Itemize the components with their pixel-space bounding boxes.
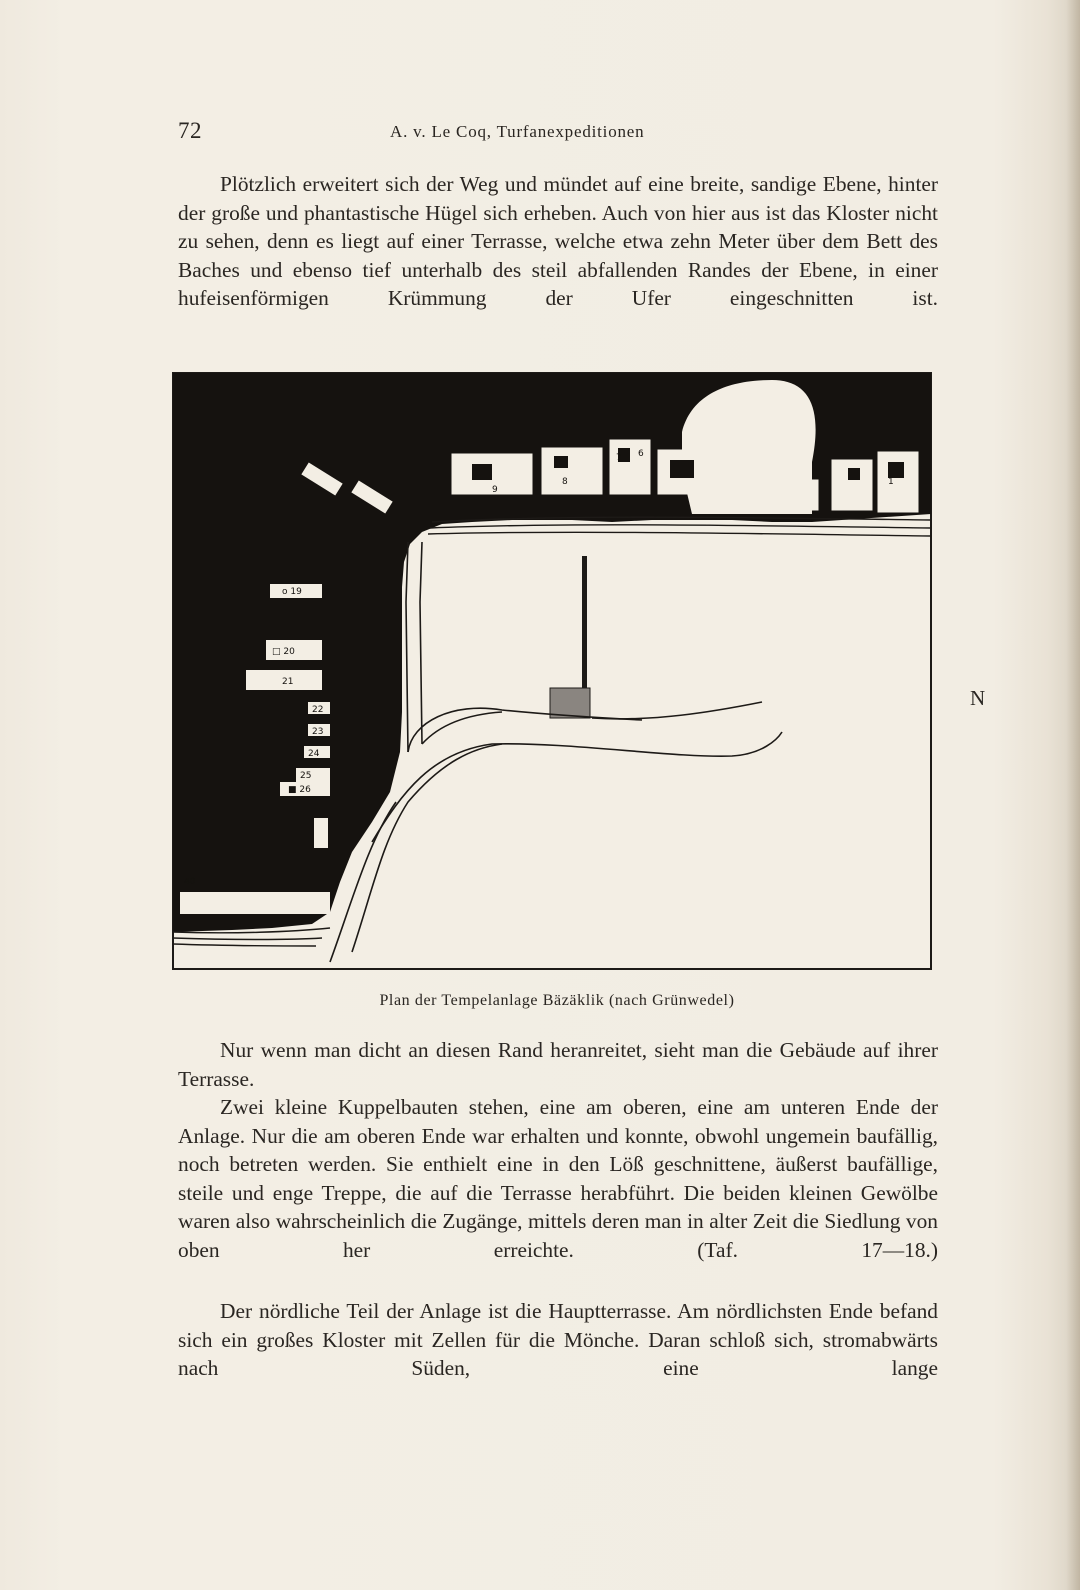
hatched-block xyxy=(550,688,590,718)
temple-plan-figure xyxy=(172,372,942,984)
svg-text:9: 9 xyxy=(492,485,498,495)
svg-text:21: 21 xyxy=(282,677,294,687)
paragraph-1: Plötzlich erweitert sich der Weg und mündet auf eine breite, sandige Ebene, hinter der große und phantastische Hügel sich erheben. Auch von hier aus ist das Kloster nicht zu sehen, denn es liegt auf einer Terrasse, welche etwa zehn Meter über dem Bett des Baches und ebenso tief unterhalb des steil abfallenden Randes der Ebene, in einer hufeisenförmigen Krümmung der Ufer eingeschnitten ist. xyxy=(178,172,938,311)
paragraph-4: Der nördliche Teil der Anlage ist die Hauptterrasse. Am nördlichsten Ende befand sich ein großes Kloster mit Zellen für die Mönche. Daran schloß sich, stromabwärts nach Süden, eine lange xyxy=(178,1299,938,1381)
svg-text:o 19: o 19 xyxy=(282,587,302,597)
temple-plan-map xyxy=(172,372,942,984)
svg-text:1: 1 xyxy=(888,477,894,487)
paragraph-3: Zwei kleine Kuppelbauten stehen, eine am oberen, eine am unteren Ende der Anlage. Nur die am oberen Ende war erhalten und konnte, obwohl ungemein baufällig, noch betreten werden. Sie enthielt eine in den Löß geschnittene, äußerst baufällige, steile und enge Treppe, die auf die Terrasse herabführt. Die beiden kleinen Gewölbe waren also wahrscheinlich die Zugänge, mittels deren man in alter Zeit die Siedlung von oben her erreichte. (Taf. 17—18.) xyxy=(178,1095,938,1262)
svg-text:□ 20: □ 20 xyxy=(272,647,295,657)
svg-text:25: 25 xyxy=(300,771,312,781)
svg-text:6: 6 xyxy=(638,449,644,459)
svg-text:■ 26: ■ 26 xyxy=(288,785,311,795)
page-edge-shadow xyxy=(1066,0,1080,1590)
svg-text:23: 23 xyxy=(312,727,324,737)
margin-letter: N xyxy=(970,686,986,710)
running-head: A. v. Le Coq, Turfanexpeditionen xyxy=(390,122,645,141)
vertical-mast xyxy=(582,556,587,688)
page-number: 72 xyxy=(178,118,202,143)
svg-text:24: 24 xyxy=(308,749,320,759)
svg-text:7: 7 xyxy=(616,453,622,463)
svg-text:22: 22 xyxy=(312,705,324,715)
svg-text:8: 8 xyxy=(562,477,568,487)
paragraph-2: Nur wenn man dicht an diesen Rand heranreitet, sieht man die Gebäude auf ihrer Terrasse. xyxy=(178,1038,938,1091)
svg-text:40: 40 xyxy=(184,877,196,887)
page-header xyxy=(178,118,938,148)
figure-caption: Plan der Tempelanlage Bäzäklik (nach Grünwedel) xyxy=(379,992,735,1009)
